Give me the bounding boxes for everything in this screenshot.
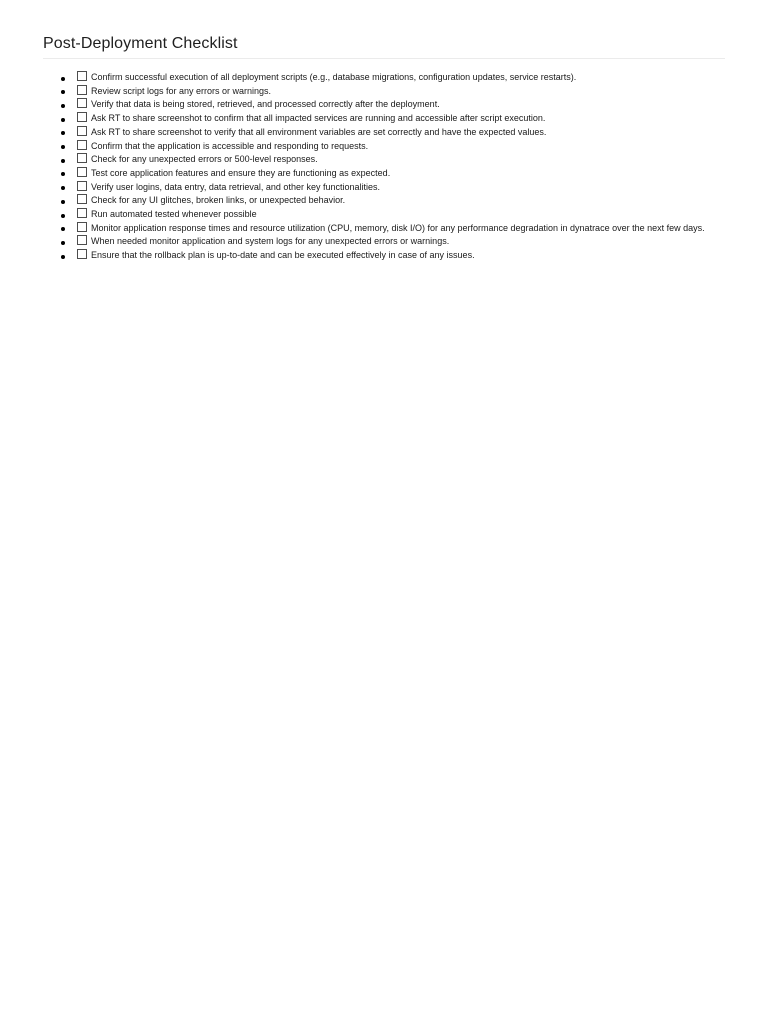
checkbox[interactable] (77, 126, 87, 136)
bullet-icon (61, 241, 65, 245)
bullet-icon (61, 145, 65, 149)
bullet-icon (61, 131, 65, 135)
checkbox[interactable] (77, 222, 87, 232)
checklist-item-label: Confirm successful execution of all deployment scripts (e.g., database migrations, configuration updates, service restarts). (91, 72, 577, 82)
checklist-item-label: Check for any unexpected errors or 500-level responses. (91, 154, 318, 165)
bullet-icon (61, 159, 65, 163)
checkbox[interactable] (77, 235, 87, 245)
checklist-item-label: Ensure that the rollback plan is up-to-date and can be executed effectively in case of any issues. (91, 250, 475, 261)
page-title: Post-Deployment Checklist (43, 35, 238, 52)
bullet-icon (61, 77, 65, 81)
checklist-item (74, 112, 724, 126)
checklist-item (74, 222, 724, 236)
checklist-item (74, 71, 724, 85)
checklist-item (74, 194, 724, 208)
checkbox[interactable] (77, 85, 87, 95)
bullet-icon (61, 255, 65, 259)
checkbox[interactable] (77, 71, 87, 81)
checklist-item-label: Verify that data is being stored, retrieved, and processed correctly after the deployment. (91, 99, 440, 110)
checklist (74, 71, 724, 263)
checklist-item-label: When needed monitor application and system logs for any unexpected errors or warnings. (91, 236, 450, 247)
checklist-item-label: Confirm that the application is accessible and responding to requests. (91, 140, 369, 151)
checklist-item-label: Check for any UI glitches, broken links, or unexpected behavior. (91, 195, 346, 206)
checkbox[interactable] (77, 181, 87, 191)
bullet-icon (61, 172, 65, 176)
bullet-icon (61, 90, 65, 94)
checklist-item (74, 153, 724, 167)
checklist-item (74, 167, 724, 181)
checklist-item-label: Ask RT to share screenshot to confirm that all impacted services are running and accessible after script execution. (91, 113, 546, 124)
checkbox[interactable] (77, 249, 87, 259)
checklist-item (74, 249, 724, 263)
checklist-item (74, 98, 724, 112)
checklist-item (74, 140, 724, 154)
checklist-item (74, 208, 724, 222)
checkbox[interactable] (77, 167, 87, 177)
checklist-item (74, 85, 724, 99)
checkbox[interactable] (77, 208, 87, 218)
checkbox[interactable] (77, 140, 87, 150)
bullet-icon (61, 186, 65, 190)
checklist-item-label: Run automated tested whenever possible (91, 209, 257, 220)
checkbox[interactable] (77, 194, 87, 204)
bullet-icon (61, 118, 65, 122)
checklist-item (74, 181, 724, 195)
checkbox[interactable] (77, 98, 87, 108)
checklist-item-label: Monitor application response times and resource utilization (CPU, memory, disk I/O) for any performance degradation in dynatrace over the next few days. (91, 222, 705, 233)
bullet-icon (61, 214, 65, 218)
checklist-item-label: Test core application features and ensure they are functioning as expected. (91, 167, 391, 178)
checklist-item (74, 235, 724, 249)
checklist-item-label: Ask RT to share screenshot to verify that all environment variables are set correctly and have the expected values. (91, 126, 547, 137)
bullet-icon (61, 227, 65, 231)
title-divider (43, 58, 725, 59)
checkbox[interactable] (77, 153, 87, 163)
bullet-icon (61, 200, 65, 204)
checklist-item-label: Review script logs for any errors or warnings. (91, 85, 272, 96)
checklist-item-label: Verify user logins, data entry, data retrieval, and other key functionalities. (91, 181, 380, 192)
bullet-icon (61, 104, 65, 108)
checkbox[interactable] (77, 112, 87, 122)
checklist-item (74, 126, 724, 140)
